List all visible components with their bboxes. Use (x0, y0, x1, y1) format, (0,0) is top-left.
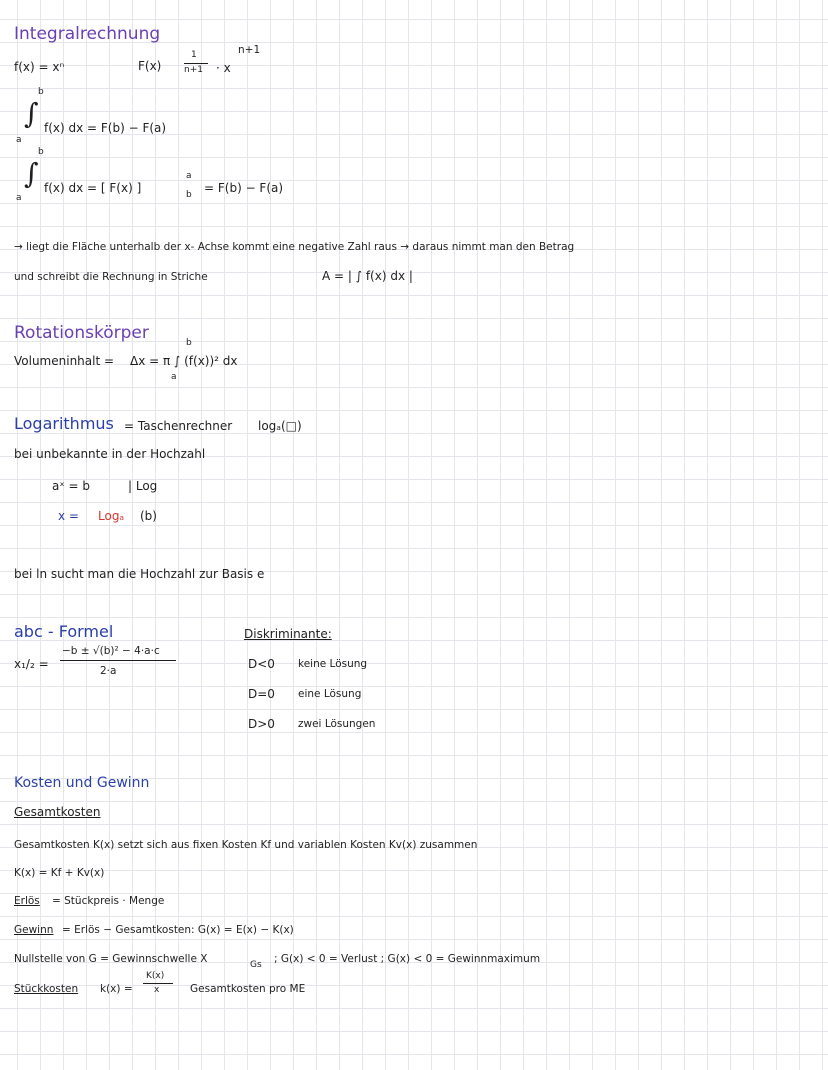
antiderivative-exponent: n+1 (238, 44, 261, 56)
profit-label: Gewinn (14, 924, 54, 936)
log-title: Logarithmus (14, 414, 114, 433)
log-description: bei unbekannte in der Hochzahl (14, 447, 206, 461)
log-solution-lhs: x = (58, 509, 79, 523)
discriminant-case-3-text: zwei Lösungen (298, 718, 376, 730)
unit-cost-lhs: k(x) = (100, 983, 133, 995)
profit-formula: = Erlös − Gesamtkosten: G(x) = E(x) − K(x) (62, 924, 294, 936)
abc-title: abc - Formel (14, 622, 114, 641)
abc-denominator: 2·a (100, 665, 117, 677)
integral-upper-limit-2: b (38, 147, 44, 157)
absolute-area-formula: A = | ∫ f(x) dx | (322, 269, 413, 283)
discriminant-title: Diskriminante: (244, 627, 332, 641)
unit-cost-fraction-bar (143, 983, 173, 984)
volume-label: Volumeninhalt = (14, 354, 115, 368)
log-calculator: = Taschenrechner (124, 419, 233, 433)
integral-lower-limit-2: a (16, 193, 22, 203)
discriminant-case-3-cond: D>0 (248, 717, 275, 731)
integral-lower-limit: a (16, 135, 22, 145)
antiderivative-x: · x (216, 61, 231, 75)
integral-sign-icon: ∫ (24, 157, 39, 190)
rotation-title: Rotationskörper (14, 323, 149, 343)
unit-cost-label: Stückkosten (14, 983, 79, 995)
volume-lower-limit: a (171, 372, 177, 382)
antiderivative-fraction-den: n+1 (184, 65, 203, 75)
abc-fraction-bar (60, 660, 176, 661)
bracket-upper: a (186, 171, 192, 181)
volume-formula: Δx = π ∫ (f(x))² dx (130, 354, 238, 368)
volume-upper-limit: b (186, 338, 192, 348)
log-solution-log: Logₐ (98, 509, 125, 523)
costs-subtitle: Gesamtkosten (14, 805, 101, 819)
bracket-result: = F(b) − F(a) (204, 181, 284, 195)
unit-cost-denominator: x (154, 985, 160, 995)
discriminant-case-2-text: eine Lösung (298, 688, 362, 700)
discriminant-case-1-cond: D<0 (248, 657, 275, 671)
discriminant-case-1-text: keine Lösung (298, 658, 368, 670)
integral-title: Integralrechnung (14, 24, 161, 44)
antiderivative-label: F(x) (138, 59, 162, 73)
antiderivative-fraction-bar (184, 63, 208, 64)
ln-note: bei ln sucht man die Hochzahl zur Basis e (14, 567, 265, 581)
unit-cost-description: Gesamtkosten pro ME (190, 983, 306, 995)
break-even-line: Nullstelle von G = Gewinnschwelle X (14, 953, 208, 965)
power-function: f(x) = xⁿ (14, 60, 65, 74)
abc-numerator: −b ± √(b)² − 4·a·c (62, 645, 160, 657)
absolute-value-note: und schreibt die Rechnung in Striche (14, 271, 208, 283)
integral-upper-limit: b (38, 87, 44, 97)
unit-cost-numerator: K(x) (146, 971, 165, 981)
costs-title: Kosten und Gewinn (14, 775, 150, 791)
revenue-label: Erlös (14, 895, 40, 907)
bracket-lower: b (186, 190, 192, 200)
abc-lhs: x₁/₂ = (14, 657, 49, 671)
definite-integral-rule: f(x) dx = F(b) − F(a) (44, 121, 167, 135)
antiderivative-fraction-num: 1 (191, 50, 197, 60)
log-calculator-key: logₐ(□) (258, 419, 302, 433)
integral-sign-icon: ∫ (24, 97, 39, 130)
bracket-notation: f(x) dx = [ F(x) ] (44, 181, 142, 195)
profit-loss-conditions: ; G(x) < 0 = Verlust ; G(x) < 0 = Gewinnmaximum (274, 953, 541, 965)
exponential-equation: aˣ = b (52, 479, 90, 493)
discriminant-case-2-cond: D=0 (248, 687, 275, 701)
total-costs-description: Gesamtkosten K(x) setzt sich aus fixen Kosten Kf und variablen Kosten Kv(x) zusammen (14, 839, 478, 851)
total-costs-formula: K(x) = Kf + Kv(x) (14, 867, 105, 879)
negative-area-note: → liegt die Fläche unterhalb der x- Achse kommt eine negative Zahl raus → daraus nimmt man den Betrag (14, 241, 575, 253)
revenue-formula: = Stückpreis · Menge (52, 895, 165, 907)
break-even-subscript: Gs (250, 960, 262, 970)
log-operation: | Log (128, 479, 158, 493)
log-solution-arg: (b) (140, 509, 157, 523)
